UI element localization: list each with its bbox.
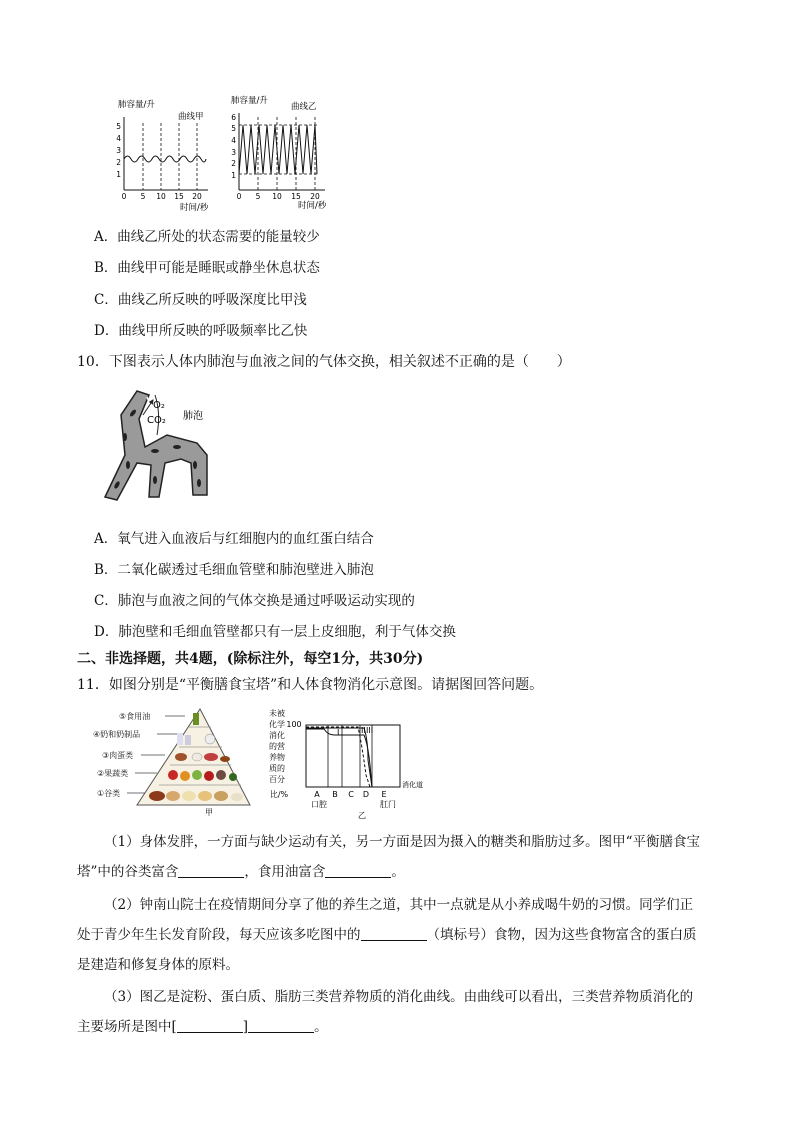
co2-label: CO₂ (147, 415, 166, 426)
breathing-graph-b (225, 95, 340, 213)
q10-option-a: A．氧气进入血液后与红细胞内的血红蛋白结合 (94, 531, 374, 547)
graph-a-xtick: 10 (156, 192, 166, 201)
graph-ylabel-line: 的营 (269, 742, 285, 751)
q11-p2-line2 (77, 926, 697, 944)
graph-a-ytick: 5 (116, 122, 121, 131)
answer-blank-letter[interactable] (177, 1018, 243, 1033)
graph-side-label: 消化道 (402, 781, 423, 789)
q11-p1-line1: （1）身体发胖，一方面与缺少运动有关，另一方面是因为摄入的糖类和脂肪过多。图甲“平衡膳食宝 (104, 834, 700, 850)
answer-blank-food-number[interactable] (361, 926, 427, 941)
curve-label-3: III (366, 726, 374, 735)
q10-option-d: D．肺泡壁和毛细血管壁都只有一层上皮细胞，利于气体交换 (94, 624, 456, 640)
breathing-graph-a (110, 95, 220, 213)
pyramid-caption: 甲 (205, 808, 213, 817)
graph-ylabel-line: 消化 (269, 731, 285, 740)
graph-a-xtick: 5 (140, 192, 146, 201)
section-heading: 二、非选择题，共4题，(除标注外，每空1分，共30分) (77, 651, 424, 667)
pyramid-label-oil: ⑤食用油 (119, 712, 151, 721)
pyramid-label-dairy: ④奶和奶制品 (93, 730, 141, 739)
q11-p2-line3: 是建造和修复身体的原料。 (77, 957, 239, 973)
graph-xtick: A (314, 790, 320, 799)
pyramid-label-grain: ①谷类 (97, 789, 121, 798)
graph-b-ylabel: 肺容量/升 (231, 96, 268, 106)
graph-b-xtick: 15 (291, 192, 301, 201)
food-pyramid-figure (85, 705, 260, 817)
graph-b-xtick: 5 (255, 192, 261, 201)
graph-xlabel-anus: 肛门 (380, 800, 396, 809)
graph-ylabel-line: 养物 (269, 753, 285, 762)
graph-b-xtick: 20 (310, 192, 320, 201)
graph-xtick: D (362, 790, 370, 799)
q9-option-d: D．曲线甲所反映的呼吸频率比乙快 (94, 323, 308, 339)
graph-a-ytick: 2 (116, 158, 121, 167)
graph-a-xlabel: 时间/秒 (180, 203, 209, 213)
q11-p1-text: ，食用油富含 (244, 864, 326, 880)
graph-xlabel-mouth: 口腔 (311, 800, 327, 809)
graph-xtick: C (348, 790, 354, 799)
pyramid-label-veg: ②果蔬类 (97, 769, 129, 778)
digestion-graph-figure (264, 705, 434, 821)
q11-p2-text: （填标号）食物，因为这些食物富含的蛋白质 (426, 927, 697, 943)
q11-p1-text: 塔”中的谷类富含 (77, 864, 179, 880)
alveolus-capillary-figure (95, 385, 230, 505)
graph-b-ytick: 5 (231, 124, 236, 133)
graph-ylabel-line: 质的 (269, 764, 285, 773)
graph-b-xtick: 0 (236, 192, 242, 201)
graph-ylabel-line: 比/% (269, 790, 289, 799)
q9-option-b: B．曲线甲可能是睡眠或静坐休息状态 (94, 260, 320, 276)
q11-p1-text: 。 (391, 864, 405, 880)
q11-p3-text: 。 (314, 1019, 328, 1035)
q10-option-b: B．二氧化碳透过毛细血管壁和肺泡壁进入肺泡 (94, 562, 374, 578)
graph-a-ytick: 1 (116, 170, 121, 179)
graph-a-title: 曲线甲 (178, 112, 204, 122)
graph-caption: 乙 (358, 811, 366, 820)
q11-p1-line2 (77, 863, 405, 881)
graph-ylabel-line: 未被 (269, 709, 285, 718)
graph-b-ytick: 1 (231, 171, 236, 180)
alveolus-label: 肺泡 (183, 411, 203, 422)
q11-p3-text: ] (242, 1019, 249, 1035)
answer-blank-oil[interactable] (325, 863, 391, 878)
o2-label: O₂ (153, 400, 165, 411)
curve-label-1: I (337, 728, 340, 737)
graph-a-xtick: 15 (174, 192, 184, 201)
q11-p2-line1: （2）钟南山院士在疫情期间分享了他的养生之道，其中一点就是从小养成喝牛奶的习惯。同学们正 (104, 897, 694, 913)
q11-p3-line1: （3）图乙是淀粉、蛋白质、脂肪三类营养物质的消化曲线。由曲线可以看出，三类营养物质消化的 (104, 989, 694, 1005)
graph-a-ytick: 4 (116, 134, 121, 143)
graph-xtick: E (381, 790, 387, 799)
graph-ylabel-line: 百分 (269, 775, 285, 784)
graph-b-title: 曲线乙 (291, 102, 317, 112)
graph-b-ytick: 3 (231, 148, 236, 157)
q10-stem: 10．下图表示人体内肺泡与血液之间的气体交换，相关叙述不正确的是（ ） (77, 354, 571, 370)
pyramid-label-meat: ③肉蛋类 (102, 751, 134, 760)
answer-blank-grain[interactable] (178, 863, 244, 878)
graph-b-ytick: 6 (231, 113, 236, 122)
q11-p2-text: 处于青少年生长发育阶段，每天应该多吃图中的 (77, 927, 361, 943)
graph-ylabel-line: 化学 (269, 720, 285, 729)
answer-blank-organ[interactable] (248, 1018, 314, 1033)
graph-a-xtick: 20 (192, 192, 202, 201)
graph-a-xtick: 0 (121, 192, 127, 201)
q11-stem: 11．如图分别是“平衡膳食宝塔”和人体食物消化示意图。请据图回答问题。 (77, 677, 544, 693)
q10-option-c: C．肺泡与血液之间的气体交换是通过呼吸运动实现的 (94, 593, 415, 609)
graph-xtick: B (332, 790, 338, 799)
q11-p3-line2 (77, 1018, 328, 1036)
q9-option-a: A．曲线乙所处的状态需要的能量较少 (94, 229, 320, 245)
q9-option-c: C．曲线乙所反映的呼吸深度比甲浅 (94, 292, 307, 308)
graph-a-ytick: 3 (116, 146, 121, 155)
graph-a-ylabel: 肺容量/升 (118, 100, 155, 110)
graph-b-ytick: 4 (231, 136, 236, 145)
graph-ytick-100: 100 (286, 720, 302, 729)
q11-p3-text: 主要场所是图中[ (77, 1019, 177, 1035)
graph-b-xtick: 10 (272, 192, 282, 201)
graph-b-xlabel: 时间/秒 (298, 201, 327, 211)
curve-label-2: II (361, 726, 366, 735)
graph-b-ytick: 2 (231, 159, 236, 168)
